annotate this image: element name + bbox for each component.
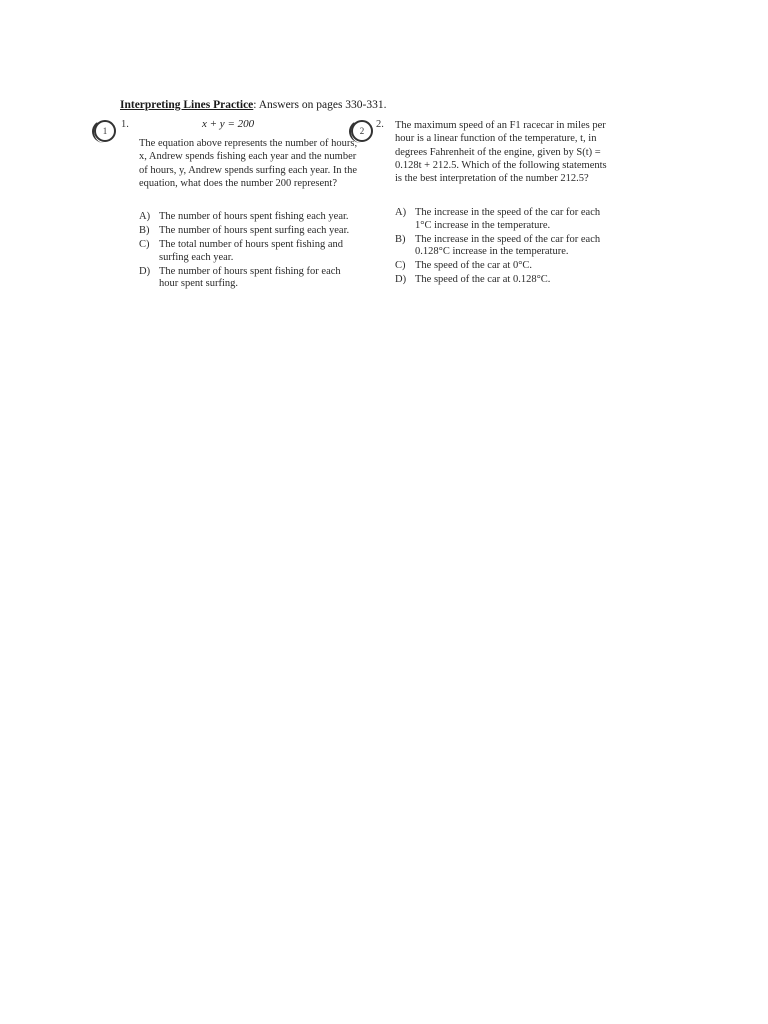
worksheet-title: Interpreting Lines Practice [120,99,254,111]
question-1-choice-b[interactable]: B) The number of hours spent surfing each year. [139,225,350,236]
question-2-circle-mark: 2 [351,120,373,142]
question-2-choice-c[interactable]: C) The speed of the car at 0°C. [395,260,533,271]
question-1-circle-mark: 1 [94,120,116,142]
question-1-text: The equation above represents the number of hours, x, Andrew spends fishing each year and the number of hours, y, Andrew spends surfing each year. In the equation, what does the number 200 represent? [139,138,358,189]
question-2-choices [395,207,609,288]
question-2-text: The maximum speed of an F1 racecar in miles per hour is a linear function of the temperature, t, in degrees Fahrenheit of the engine, given by S(t) = 0.128t + 212.5. Which of the following statements is the best interpretation of the number 212.5? [395,120,607,185]
question-2-number: 2. [376,119,384,130]
question-1-choice-c[interactable]: C) The total number of hours spent fishing and surfing each year. [139,239,344,263]
answers-note: Answers on pages 330-331. [256,99,387,111]
heading-colon: : [253,99,257,111]
question-1-choice-d[interactable]: D) The number of hours spent fishing for each hour spent surfing. [139,265,341,289]
question-1-number: 1. [121,119,129,130]
question-1-equation: x + y = 200 [202,118,255,130]
question-1-choices [139,211,361,292]
question-1-choice-a[interactable]: A) The number of hours spent fishing each year. [139,211,349,222]
question-2-choice-a[interactable]: A) The increase in the speed of the car for each 1°C increase in the temperature. [395,207,601,231]
question-2-choice-d[interactable]: D) The speed of the car at 0.128°C. [395,274,551,285]
worksheet-heading [120,99,387,111]
question-2-choice-b[interactable]: B) The increase in the speed of the car for each 0.128°C increase in the temperature. [395,233,601,257]
